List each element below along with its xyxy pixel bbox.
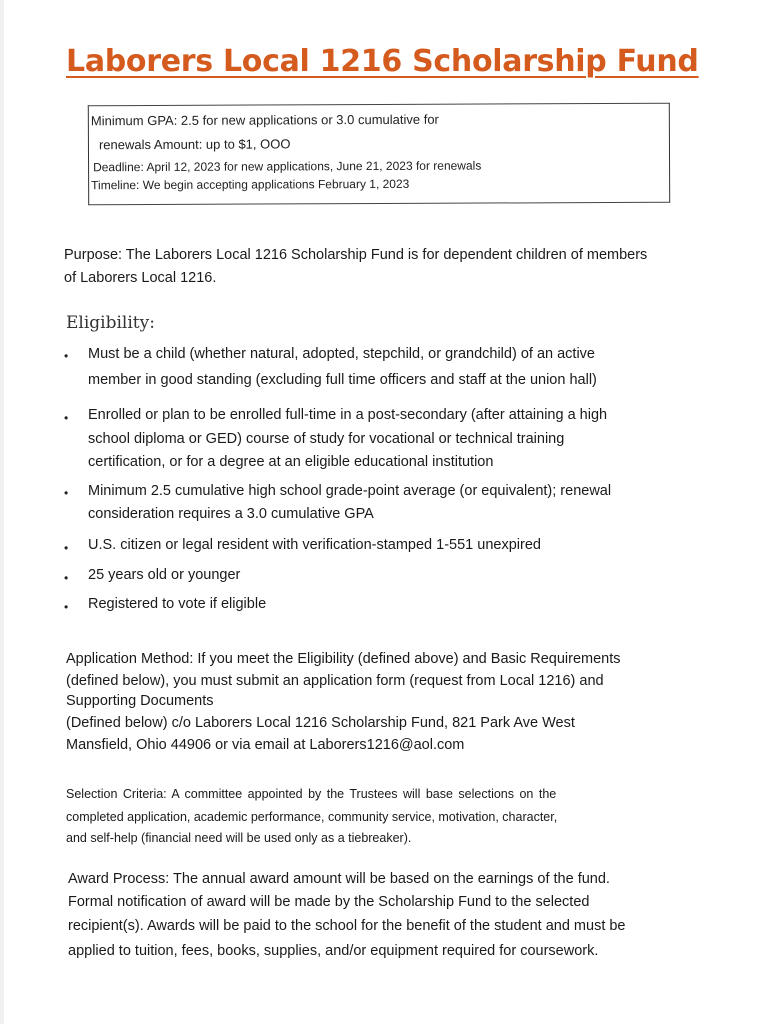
eligibility-item-2-line-2: school diploma or GED) course of study for vocational or technical training (88, 431, 565, 447)
scan-edge (0, 0, 4, 1024)
info-gpa-line: Minimum GPA: 2.5 for new applications or 3.0 cumulative for (90, 111, 439, 129)
bullet-icon: • (64, 411, 69, 425)
eligibility-item-6-line-1: Registered to vote if eligible (88, 596, 267, 612)
info-amount-line: renewals Amount: up to $1, OOO (98, 136, 291, 153)
eligibility-item-3-line-2: consideration requires a 3.0 cumulative GPA (88, 506, 374, 522)
award-line-4: applied to tuition, fees, books, supplies, and/or equipment required for coursework. (68, 943, 599, 959)
bullet-icon: • (64, 571, 69, 585)
info-deadline-line: Deadline: April 12, 2023 for new applications, June 21, 2023 for renewals (93, 158, 482, 175)
eligibility-item-5-line-1: 25 years old or younger (88, 567, 241, 583)
eligibility-item-3-line-1: Minimum 2.5 cumulative high school grade-point average (or equivalent); renewal (88, 483, 612, 499)
application-line-2: (defined below), you must submit an application form (request from Local 1216) and (66, 673, 604, 689)
application-line-3: Supporting Documents (66, 693, 214, 709)
document-title: Laborers Local 1216 Scholarship Fund (66, 44, 699, 79)
selection-line-3: and self-help (financial need will be used only as a tiebreaker). (66, 831, 412, 845)
info-timeline-line: Timeline: We begin accepting applications February 1, 2023 (91, 176, 410, 193)
eligibility-heading: Eligibility: (66, 313, 155, 333)
bullet-icon: • (64, 486, 69, 500)
application-line-5: Mansfield, Ohio 44906 or via email at Laborers1216@aol.com (66, 737, 465, 753)
eligibility-item-4-line-1: U.S. citizen or legal resident with verification-stamped 1-551 unexpired (88, 537, 541, 553)
application-line-4: (Defined below) c/o Laborers Local 1216 Scholarship Fund, 821 Park Ave West (66, 715, 575, 731)
bullet-icon: • (64, 349, 69, 363)
application-line-1: Application Method: If you meet the Eligibility (defined above) and Basic Requirements (66, 651, 621, 667)
eligibility-item-1-line-2: member in good standing (excluding full time officers and staff at the union hall) (88, 372, 597, 388)
eligibility-item-2-line-1: Enrolled or plan to be enrolled full-time in a post-secondary (after attaining a high (88, 407, 608, 423)
bullet-icon: • (64, 600, 69, 614)
award-line-3: recipient(s). Awards will be paid to the school for the benefit of the student and must be (68, 918, 626, 934)
award-line-2: Formal notification of award will be made by the Scholarship Fund to the selected (68, 894, 590, 910)
eligibility-item-2-line-3: certification, or for a degree at an eligible educational institution (88, 454, 494, 470)
info-box (88, 103, 670, 206)
purpose-line-2: of Laborers Local 1216. (64, 270, 217, 286)
award-line-1: Award Process: The annual award amount will be based on the earnings of the fund. (68, 871, 610, 887)
selection-line-1: Selection Criteria: A committee appointed by the Trustees will base selections on the (66, 787, 557, 801)
bullet-icon: • (64, 541, 69, 555)
eligibility-item-1-line-1: Must be a child (whether natural, adopted, stepchild, or grandchild) of an active (88, 346, 595, 362)
selection-line-2: completed application, academic performance, community service, motivation, character, (66, 810, 558, 824)
purpose-line-1: Purpose: The Laborers Local 1216 Scholarship Fund is for dependent children of members (64, 247, 648, 263)
